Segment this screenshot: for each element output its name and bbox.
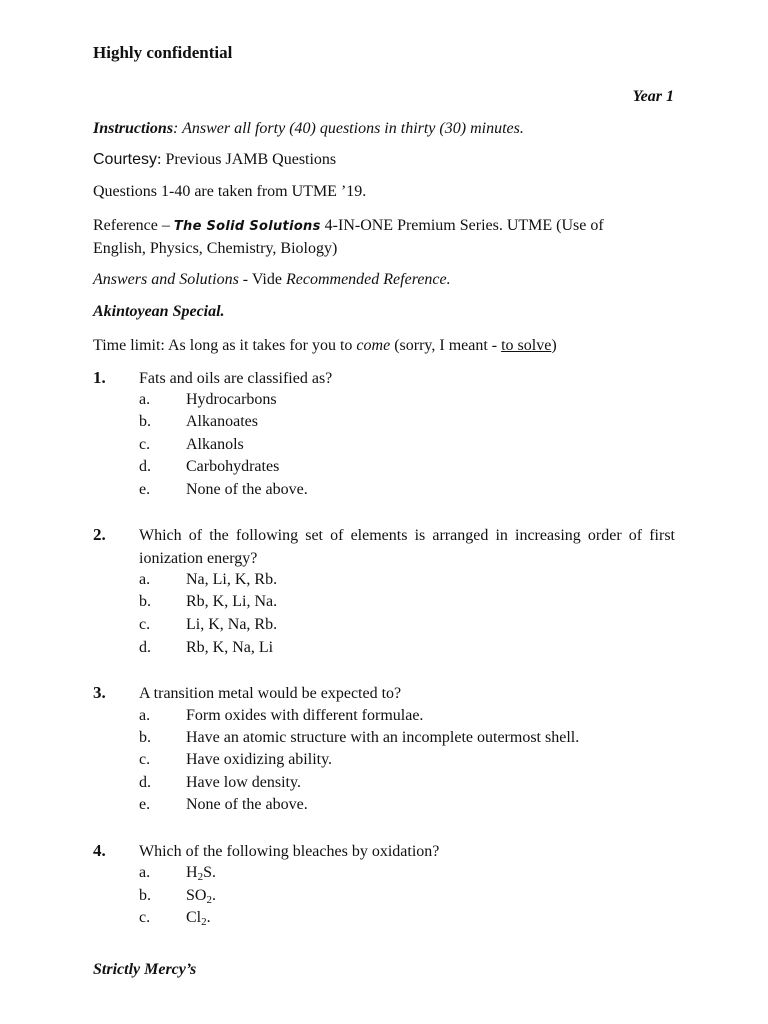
reference-brand: The Solid Solutions: [173, 219, 321, 234]
formula-base: SO: [186, 887, 207, 904]
answers-line: [93, 271, 451, 289]
formula-base: Cl: [186, 909, 202, 926]
question-number: 3.: [93, 683, 106, 702]
option-letter: d.: [139, 639, 151, 656]
option-letter: b.: [139, 729, 151, 746]
questions-source-prefix: Questions 1-40 are taken from: [93, 183, 292, 200]
option-text: Carbohydrates: [186, 458, 280, 475]
answer-option: [139, 434, 244, 457]
option-text: Rb, K, Na, Li: [186, 639, 274, 656]
option-letter: a.: [139, 391, 151, 408]
question-text: A transition metal would be expected to?: [139, 685, 402, 702]
question-number: 4.: [93, 841, 106, 860]
year-label: Year 1: [632, 88, 674, 105]
option-letter: a.: [139, 571, 151, 588]
answer-option: [139, 569, 277, 592]
question-text: Which of the following set of elements is arranged in increasing order of first ionization energy?: [139, 527, 675, 567]
reference-subjects: English, Physics, Chemistry, Biology): [93, 240, 338, 257]
option-letter: c.: [139, 909, 151, 926]
formula-rest: .: [211, 887, 216, 904]
time-limit-suffix: ): [551, 337, 557, 354]
time-limit-solve: to solve: [501, 337, 552, 354]
courtesy-line: [93, 151, 336, 169]
option-formula: [186, 887, 216, 904]
time-limit-line: [93, 337, 557, 355]
option-letter: a.: [139, 864, 151, 881]
option-formula: [186, 909, 211, 926]
reference-paragraph: [93, 215, 675, 260]
answer-option: [139, 885, 216, 908]
question-number: 2.: [93, 525, 106, 544]
option-text: None of the above.: [186, 796, 308, 813]
answer-option: [139, 591, 277, 614]
answer-option: [139, 637, 273, 660]
questions-source-name: UTME ’19: [291, 183, 363, 200]
questions-source-line: [93, 183, 366, 201]
answers-reference: Recommended Reference.: [285, 271, 451, 288]
option-text: Have an atomic structure with an incomplete outermost shell.: [186, 729, 580, 746]
option-letter: c.: [139, 436, 151, 453]
answer-option: [139, 411, 258, 434]
answer-option: [139, 907, 211, 930]
option-text: Have oxidizing ability.: [186, 751, 333, 768]
option-letter: b.: [139, 887, 151, 904]
answer-option: [139, 705, 423, 728]
questions-source-suffix: .: [362, 183, 367, 200]
answers-label: Answers and Solutions: [93, 271, 239, 288]
option-text: Li, K, Na, Rb.: [186, 616, 278, 633]
courtesy-label: Courtesy: [93, 151, 158, 168]
formula-base: H: [186, 864, 198, 881]
answer-option: [139, 794, 308, 817]
answer-option: [139, 456, 279, 479]
question-text: Which of the following bleaches by oxidation?: [139, 843, 440, 860]
option-text: Rb, K, Li, Na.: [186, 593, 278, 610]
time-limit-middle: (sorry, I meant -: [390, 337, 502, 354]
option-letter: b.: [139, 593, 151, 610]
answers-middle: - Vide: [238, 271, 286, 288]
answer-option: [139, 479, 308, 502]
option-text: Hydrocarbons: [186, 391, 277, 408]
answer-option: [139, 862, 216, 885]
instructions-line: [93, 120, 524, 138]
option-formula: [186, 864, 216, 881]
option-letter: a.: [139, 707, 151, 724]
question-number: 1.: [93, 368, 106, 387]
footer-text: Strictly Mercy’s: [93, 961, 197, 978]
answer-option: [139, 614, 277, 637]
special-heading: Akintoyean Special.: [93, 303, 225, 320]
option-letter: e.: [139, 796, 151, 813]
document-title: Highly confidential: [93, 43, 233, 62]
time-limit-prefix: Time limit: As long as it takes for you to: [93, 337, 357, 354]
courtesy-text: : Previous JAMB Questions: [157, 151, 337, 168]
reference-rest: 4-IN-ONE Premium Series. UTME (Use of: [320, 217, 604, 234]
option-letter: e.: [139, 481, 151, 498]
answer-option: [139, 727, 579, 750]
option-letter: c.: [139, 616, 151, 633]
answer-option: [139, 389, 277, 412]
option-text: Alkanoates: [186, 413, 258, 430]
option-text: Alkanols: [186, 436, 244, 453]
reference-prefix: Reference –: [93, 217, 174, 234]
option-text: Have low density.: [186, 774, 301, 791]
option-letter: c.: [139, 751, 151, 768]
option-text: Form oxides with different formulae.: [186, 707, 424, 724]
option-letter: d.: [139, 774, 151, 791]
question-text: Fats and oils are classified as?: [139, 370, 333, 387]
instructions-label: Instructions: [93, 120, 174, 137]
option-letter: d.: [139, 458, 151, 475]
formula-rest: .: [206, 909, 211, 926]
instructions-text: : Answer all forty (40) questions in thirty (30) minutes.: [173, 120, 524, 137]
formula-subscript: 2: [197, 871, 204, 883]
option-letter: b.: [139, 413, 151, 430]
answer-option: [139, 772, 301, 795]
option-text: None of the above.: [186, 481, 308, 498]
answer-option: [139, 749, 332, 772]
formula-subscript: 2: [206, 894, 212, 906]
time-limit-come: come: [356, 337, 391, 354]
formula-subscript: 2: [201, 916, 207, 928]
formula-rest: S.: [203, 864, 216, 881]
option-text: Na, Li, K, Rb.: [186, 571, 278, 588]
